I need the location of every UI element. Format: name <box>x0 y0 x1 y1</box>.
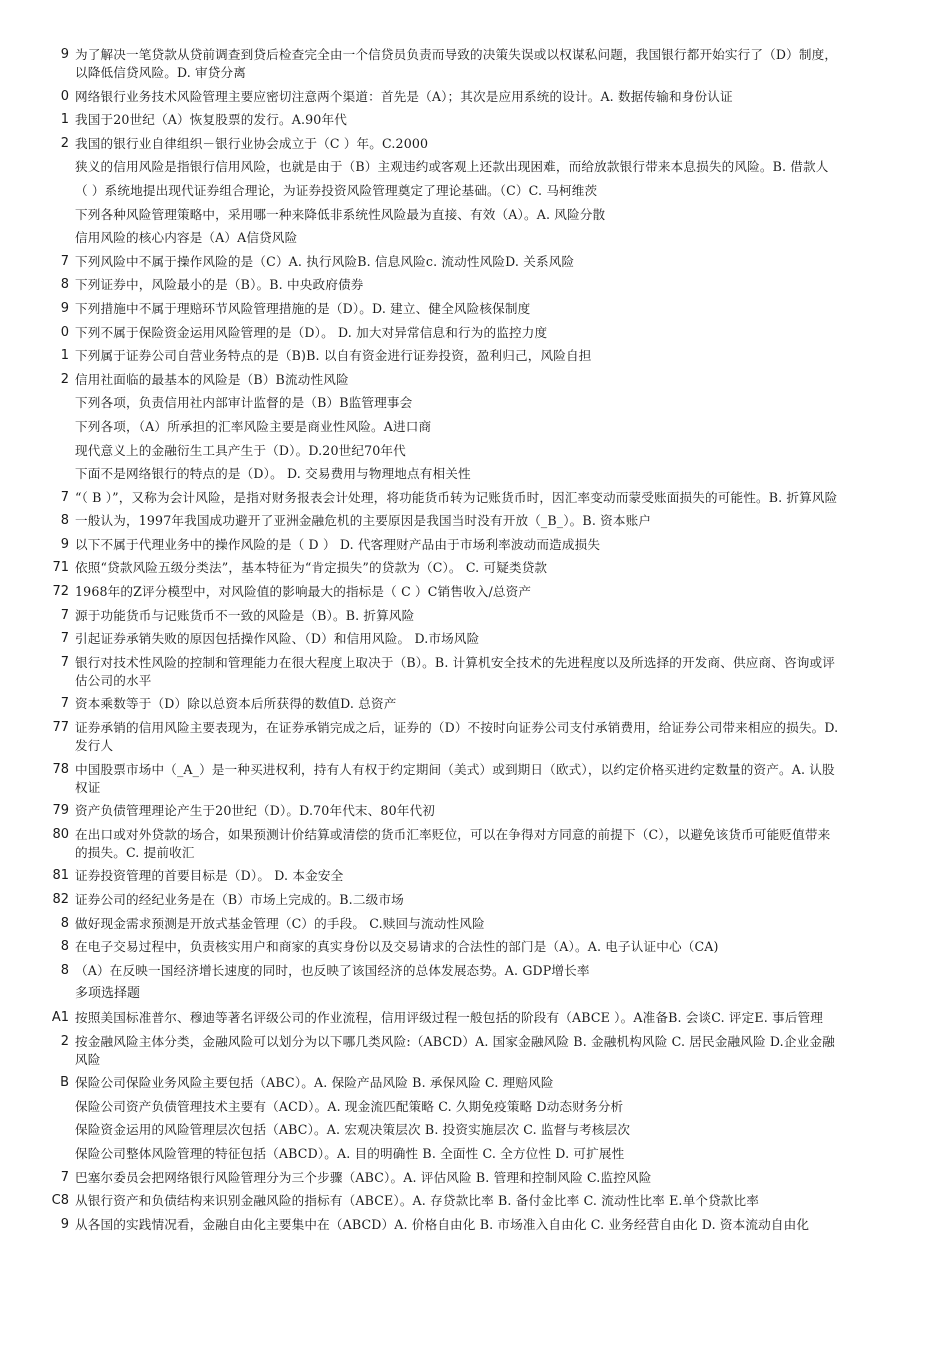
question-number: 8 <box>60 915 69 931</box>
question-item <box>0 1145 950 1163</box>
question-number: B <box>60 1075 69 1091</box>
question-text: 下列证券中，风险最小的是（B）。B. 中央政府债券 <box>75 277 364 293</box>
question-text: 现代意义上的金融衍生工具产生于（D）。D.20世纪70年代 <box>75 442 406 458</box>
question-text: 下列不属于保险资金运用风险管理的是（D）。 D. 加大对异常信息和行为的监控力度 <box>75 324 548 340</box>
question-number: 8 <box>60 939 69 955</box>
section-title: 多项选择题 <box>75 986 141 1002</box>
question-item <box>0 347 950 365</box>
question-number: 77 <box>52 720 69 736</box>
question-text: 保险公司保险业务风险主要包括（ABC）。A. 保险产品风险 B. 承保风险 C. 理赔风险 <box>75 1075 554 1091</box>
question-item <box>0 158 950 176</box>
question-item <box>0 182 950 200</box>
question-item <box>0 938 950 956</box>
question-number: 81 <box>52 868 69 884</box>
question-item <box>0 229 950 247</box>
question-text: 下列各种风险管理策略中，采用哪一种来降低非系统性风险最为直接、有效（A）。A. 风险分散 <box>75 206 606 222</box>
question-item <box>0 1216 950 1234</box>
question-text: 信用风险的核心内容是（A）A信贷风险 <box>75 230 298 246</box>
question-text: 保险公司整体风险管理的特征包括（ABCD）。A. 目的明确性 B. 全面性 C. 全方位性 D. 可扩展性 <box>75 1145 625 1161</box>
question-number: 9 <box>60 1216 69 1232</box>
question-number: A1 <box>51 1009 69 1025</box>
question-number: 71 <box>52 560 69 576</box>
question-text: 下列风险中不属于操作风险的是（C）A. 执行风险B. 信息风险c. 流动性风险D. 关系风险 <box>75 253 575 269</box>
question-item <box>0 1121 950 1139</box>
question-item <box>0 465 950 483</box>
question-item <box>0 1033 950 1069</box>
question-item <box>0 276 950 294</box>
question-number: 9 <box>60 536 69 552</box>
question-number: 8 <box>60 513 69 529</box>
question-number: 0 <box>60 324 69 340</box>
question-item <box>0 867 950 885</box>
question-number: 1 <box>60 112 69 128</box>
question-text: 我国于20世纪（A）恢复股票的发行。A.90年代 <box>75 112 347 128</box>
question-text: 下列各项，（A）所承担的汇率风险主要是商业性风险。A进口商 <box>75 418 432 434</box>
question-text: 下列各项，负责信用社内部审计监督的是（B）B监管理事会 <box>75 395 413 411</box>
question-text: 源于功能货币与记账货币不一致的风险是（B）。B. 折算风险 <box>75 607 415 623</box>
question-item <box>0 761 950 797</box>
question-text: 信用社面临的最基本的风险是（B）B流动性风险 <box>75 371 349 387</box>
question-number: 8 <box>60 277 69 293</box>
question-item <box>0 583 950 601</box>
question-item <box>0 46 950 82</box>
question-item <box>0 915 950 933</box>
question-item <box>0 536 950 554</box>
question-number: 7 <box>60 253 69 269</box>
question-item <box>0 489 950 507</box>
question-text: 在出口或对外贷款的场合，如果预测计价结算或清偿的货币汇率贬位，可以在争得对方同意的前提下（C），以避免该货币可能贬值带来的损失。C. 提前收汇 <box>75 826 831 860</box>
multiple-choice-list <box>0 1009 950 1234</box>
question-text: “（ B ）”，又称为会计风险，是指对财务报表会计处理，将功能货币转为记账货币时，因汇率变动而蒙受账面损失的可能性。B. 折算风险 <box>75 489 838 505</box>
question-number: 0 <box>60 88 69 104</box>
question-text: 下列措施中不属于理赔环节风险管理措施的是（D）。D. 建立、健全风险核保制度 <box>75 300 531 316</box>
question-item <box>0 111 950 129</box>
question-item <box>0 1074 950 1092</box>
question-item <box>0 418 950 436</box>
question-text: 我国的银行业自律组织－银行业协会成立于（C ）年。C.2000 <box>75 135 429 151</box>
question-item <box>0 1192 950 1210</box>
question-text: 网络银行业务技术风险管理主要应密切注意两个渠道：首先是（A）；其次是应用系统的设计。A. 数据传输和身份认证 <box>75 88 733 104</box>
question-item <box>0 1009 950 1027</box>
question-number: 7 <box>60 489 69 505</box>
question-number: 7 <box>60 607 69 623</box>
question-item <box>0 442 950 460</box>
question-number: 9 <box>60 300 69 316</box>
question-text: 证券公司的经纪业务是在（B）市场上完成的。B.二级市场 <box>75 892 404 907</box>
question-item <box>0 630 950 648</box>
single-choice-list <box>0 46 950 980</box>
question-item <box>0 1098 950 1116</box>
question-number: 9 <box>60 47 69 62</box>
question-item <box>0 719 950 755</box>
question-item <box>0 206 950 224</box>
question-text: 巴塞尔委员会把网络银行风险管理分为三个步骤（ABC）。A. 评估风险 B. 管理和控制风险 C.监控风险 <box>75 1169 652 1185</box>
question-text: 保险资金运用的风险管理层次包括（ABC）。A. 宏观决策层次 B. 投资实施层次 C. 监督与考核层次 <box>75 1122 631 1138</box>
question-item <box>0 253 950 271</box>
question-number: 82 <box>52 892 69 907</box>
question-text: 下面不是网络银行的特点的是（D）。 D. 交易费用与物理地点有相关性 <box>75 466 471 482</box>
question-text: 按照美国标准普尔、穆迪等著名评级公司的作业流程，信用评级过程一般包括的阶段有（ABCE ）。A准备B. 会谈C. 评定E. 事后管理 <box>75 1009 824 1025</box>
question-item <box>0 300 950 318</box>
question-number: 79 <box>52 803 69 819</box>
question-number: 7 <box>60 654 69 670</box>
question-text: 从银行资产和负债结构来识别金融风险的指标有（ABCE）。A. 存贷款比率 B. 备付金比率 C. 流动性比率 E.单个贷款比率 <box>75 1193 760 1209</box>
question-item <box>0 88 950 106</box>
question-text: 1968年的Z评分模型中，对风险值的影响最大的指标是（ C ）C销售收入/总资产 <box>75 584 532 600</box>
question-text: （ ）系统地提出现代证券组合理论，为证券投资风险管理奠定了理论基础。（C）C. 马柯维茨 <box>75 182 598 198</box>
question-text: 在电子交易过程中，负责核实用户和商家的真实身份以及交易请求的合法性的部门是（A）。A. 电子认证中心（CA) <box>75 939 719 955</box>
question-item <box>0 695 950 713</box>
question-item <box>0 135 950 153</box>
question-number: 78 <box>52 761 69 777</box>
question-text: 引起证券承销失败的原因包括操作风险、（D）和信用风险。 D.市场风险 <box>75 631 480 647</box>
question-text: 中国股票市场中（_A_）是一种买进权利，持有人有权于约定期间（美式）或到期日（欧式），以约定价格买进约定数量的资产。A. 认股权证 <box>75 761 835 795</box>
question-text: 以下不属于代理业务中的操作风险的是（ D ） D. 代客理财产品由于市场利率波动而造成损失 <box>75 536 601 552</box>
question-text: （A）在反映一国经济增长速度的同时，也反映了该国经济的总体发展态势。A. GDP增长率 <box>75 962 590 978</box>
question-item <box>0 324 950 342</box>
question-text: 资本乘数等于（D）除以总资本后所获得的数值D. 总资产 <box>75 696 397 712</box>
question-item <box>0 394 950 412</box>
question-number: 8 <box>60 962 69 978</box>
question-text: 狭义的信用风险是指银行信用风险，也就是由于（B）主观违约或客观上还款出现困难，而给放款银行带来本息损失的风险。B. 借款人 <box>75 159 829 175</box>
question-item <box>0 826 950 862</box>
question-item <box>0 512 950 530</box>
question-text: 保险公司资产负债管理技术主要有（ACD）。A. 现金流匹配策略 C. 久期免疫策略 D动态财务分析 <box>75 1098 624 1114</box>
question-text: 银行对技术性风险的控制和管理能力在很大程度上取决于（B）。B. 计算机安全技术的先进程度以及所选择的开发商、供应商、咨询或评估公司的水平 <box>75 654 835 688</box>
question-number: C8 <box>51 1193 69 1209</box>
question-item <box>0 654 950 690</box>
question-number: 1 <box>60 348 69 364</box>
question-text: 做好现金需求预测是开放式基金管理（C）的手段。 C.赎回与流动性风险 <box>75 915 485 931</box>
question-number: 72 <box>52 584 69 600</box>
question-text: 证券承销的信用风险主要表现为，在证券承销完成之后，证券的（D）不按时向证券公司支付承销费用，给证券公司带来相应的损失。D.发行人 <box>75 720 839 754</box>
question-item <box>0 607 950 625</box>
question-item <box>0 559 950 577</box>
question-text: 依照“贷款风险五级分类法”，基本特征为“肯定损失”的贷款为（C）。 C. 可疑类贷款 <box>75 560 548 576</box>
question-number: 7 <box>60 1169 69 1185</box>
question-number: 7 <box>60 631 69 647</box>
question-item <box>0 891 950 909</box>
question-item <box>0 802 950 820</box>
question-text: 为了解决一笔贷款从贷前调查到贷后检查完全由一个信贷员负责而导致的决策失误或以权谋私问题，我国银行都开始实行了（D）制度，以降低信贷风险。D. 审贷分离 <box>75 47 838 80</box>
question-item <box>0 1169 950 1187</box>
question-number: 80 <box>52 826 69 842</box>
question-number: 2 <box>60 371 69 387</box>
question-text: 下列属于证券公司自营业务特点的是（B)B. 以自有资金进行证券投资，盈利归己，风险自担 <box>75 348 592 364</box>
question-number: 2 <box>60 135 69 151</box>
question-number: 7 <box>60 696 69 712</box>
question-number: 2 <box>60 1033 69 1049</box>
question-text: 资产负债管理理论产生于20世纪（D）。D.70年代末、80年代初 <box>75 803 435 819</box>
question-text: 从各国的实践情况看，金融自由化主要集中在（ABCD）A. 价格自由化 B. 市场准入自由化 C. 业务经营自由化 D. 资本流动自由化 <box>75 1216 810 1232</box>
document-page <box>0 46 950 1239</box>
question-text: 证券投资管理的首要目标是（D）。 D. 本金安全 <box>75 868 344 884</box>
question-item <box>0 962 950 980</box>
question-text: 一般认为，1997年我国成功避开了亚洲金融危机的主要原因是我国当时没有开放（_B_）。B. 资本账户 <box>75 513 652 529</box>
question-text: 按金融风险主体分类，金融风险可以划分为以下哪几类风险:（ABCD）A. 国家金融风险 B. 金融机构风险 C. 居民金融风险 D.企业金融风险 <box>75 1033 835 1067</box>
question-item <box>0 371 950 389</box>
